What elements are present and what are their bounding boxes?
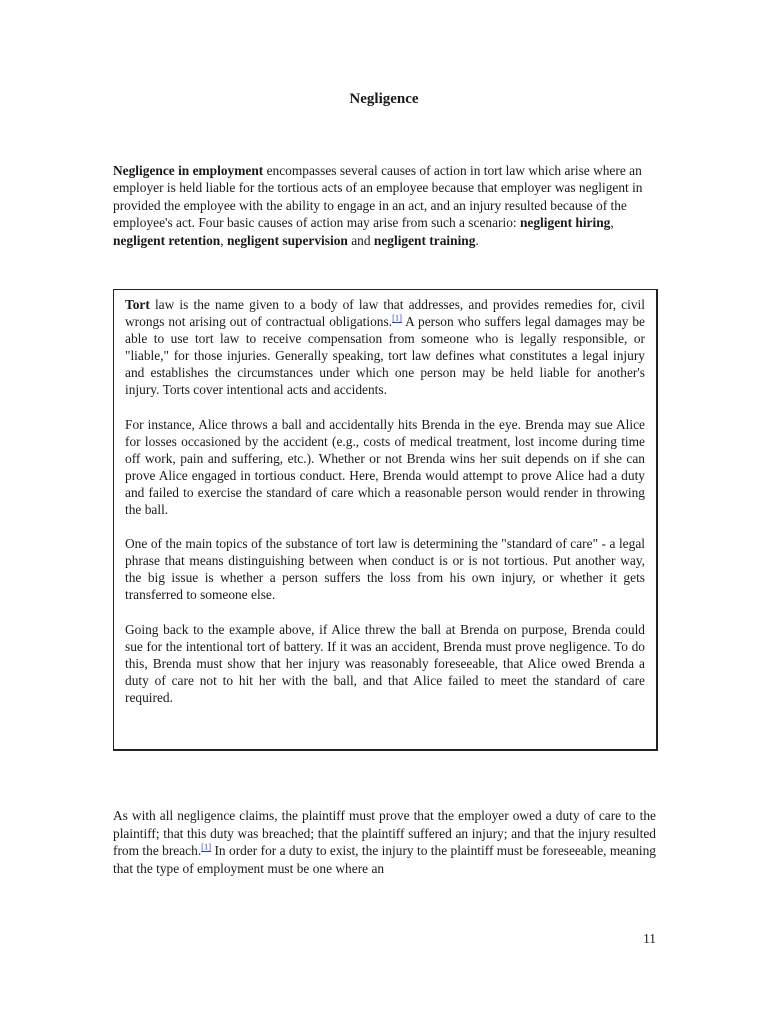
page-title: Negligence <box>349 91 419 107</box>
tort-text: A person who suffers legal damages may be able to use tort law to receive compensation from someone who is legally responsible, or "liable," for those injuries. Generally speaking, tort law defines what constitutes a legal injury and establishes the circumstances under which one person may be held liable for another's injury. Torts cover intentional acts and accidents. <box>125 314 645 398</box>
cause-separator: , <box>610 215 614 231</box>
tort-law-box <box>113 289 658 751</box>
cause-negligent-supervision: negligent supervision <box>226 232 348 248</box>
tort-text: law is the name given to a body of law that addresses, and provides remedies for, civil wrongs not arising out of contractual obligations. <box>125 297 645 330</box>
footnote-link[interactable]: [1] <box>201 841 212 852</box>
intro-end: . <box>475 232 479 248</box>
intro-paragraph <box>113 162 656 249</box>
cause-negligent-retention: negligent retention <box>113 232 221 248</box>
cause-separator: and <box>347 232 374 248</box>
cause-separator: , <box>220 232 227 248</box>
closing-paragraph <box>113 807 656 877</box>
footnote-link[interactable]: [1] <box>392 312 402 323</box>
cause-negligent-training: negligent training <box>373 232 476 248</box>
closing-text: In order for a duty to exist, the injury to the plaintiff must be foreseeable, meaning that the type of employment must be one where an <box>113 843 656 876</box>
cause-negligent-hiring: negligent hiring <box>519 215 611 231</box>
page-number: 11 <box>643 931 656 946</box>
closing-text: As with all negligence claims, the plaintiff must prove that the employer owed a duty of care to the plaintiff; that this duty was breached; that the plaintiff suffered an injury; and that the injury resulted from the breach. <box>113 808 656 859</box>
tort-paragraph-2: For instance, Alice throws a ball and accidentally hits Brenda in the eye. Brenda may sue Alice for losses occasioned by the accident (e.g., costs of medical treatment, lost income during time off work, pain and suffering, etc.). Whether or not Brenda wins her suit depends on if she can prove Alice engaged in tortious conduct. Here, Brenda would attempt to prove Alice had a duty and failed to exercise the standard of care which a reasonable person would render in throwing the ball. <box>125 416 645 518</box>
intro-text: encompasses several causes of action in tort law which arise where an employer is held liable for the tortious acts of an employee because that employer was negligent in provided the employee with the ability to engage in an act, and an injury resulted because of the employee's act. Four basic causes of action may arise from such a scenario: <box>113 163 643 231</box>
tort-term: Tort <box>125 297 150 312</box>
intro-term: Negligence in employment <box>113 163 264 178</box>
tort-paragraph-3: One of the main topics of the substance of tort law is determining the "standard of care" - a legal phrase that means distinguishing between when conduct is or is not tortious. Put another way, the big issue is whether a person suffers the loss from his own injury, or whether it gets transferred to someone else. <box>125 536 645 603</box>
tort-paragraph-4: Going back to the example above, if Alice threw the ball at Brenda on purpose, Brenda could sue for the intentional tort of battery. If it was an accident, Brenda must prove negligence. To do this, Brenda must show that her injury was reasonably foreseeable, that Alice owed Brenda a duty of care not to hit her with the ball, and that Alice failed to meet the standard of care required. <box>125 621 645 705</box>
tort-paragraph-1 <box>125 296 645 399</box>
